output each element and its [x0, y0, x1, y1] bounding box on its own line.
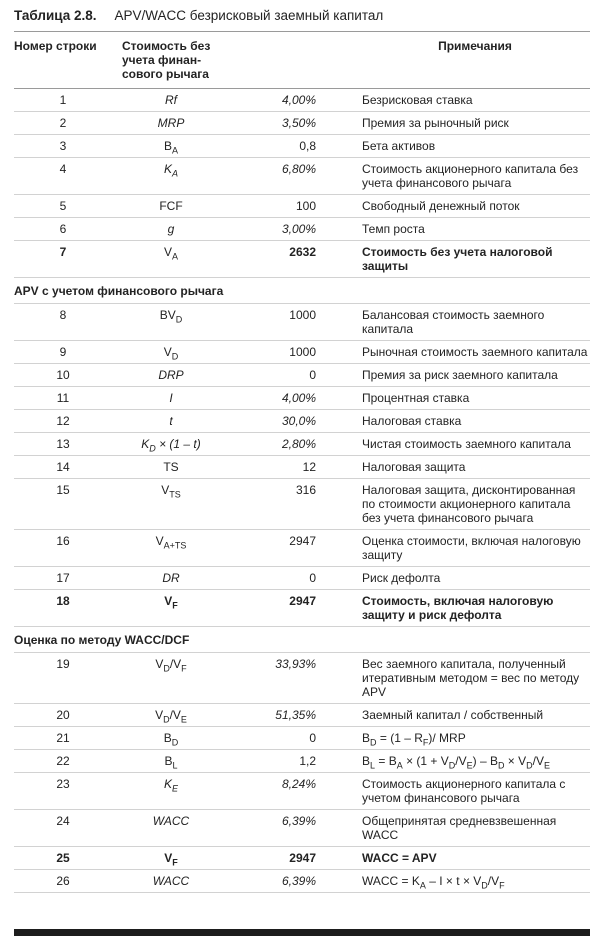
row-number-cell: 21 — [56, 731, 70, 745]
note-cell: $B_D = (1 - R_F)/$ MRP — [362, 731, 466, 748]
table-header — [14, 32, 590, 89]
symbol-cell: $B_L$ — [164, 754, 178, 771]
value-cell: 4,00% — [281, 391, 316, 405]
value-cell: 2947 — [289, 534, 316, 548]
row-number-cell: 7 — [59, 245, 67, 259]
note-cell: Безрисковая ставка — [362, 93, 473, 107]
row-number-cell: 15 — [56, 483, 70, 497]
section-header: Оценка по методу WACC/DCF — [14, 627, 590, 653]
table-row — [14, 410, 590, 433]
header-row-number: Номер строки — [14, 39, 97, 53]
row-number-cell: 14 — [56, 460, 70, 474]
table-caption — [14, 8, 590, 23]
symbol-cell: FCF — [159, 199, 183, 213]
table-row — [14, 304, 590, 341]
value-cell: 0 — [309, 731, 316, 745]
value-cell: 8,24% — [281, 777, 316, 791]
value-cell: 6,39% — [281, 814, 316, 828]
value-cell: 30,0% — [281, 414, 316, 428]
value-cell: 6,39% — [281, 874, 316, 888]
note-cell: Чистая стоимость заемного капитала — [362, 437, 571, 451]
row-number-cell: 5 — [59, 199, 67, 213]
note-cell: Налоговая защита, дисконтированная по стоимости акционерного капитала без учета финансового рычага — [362, 483, 576, 525]
row-number-cell: 16 — [56, 534, 70, 548]
value-cell: 0 — [309, 571, 316, 585]
page-bottom-rule — [14, 929, 590, 936]
note-cell: Заемный капитал / собственный — [362, 708, 544, 722]
note-cell: Стоимость акционерного капитала без учета финансового рычага — [362, 162, 579, 190]
row-number-cell: 12 — [56, 414, 70, 428]
table-row — [14, 590, 590, 627]
note-cell: Балансовая стоимость заемного капитала — [362, 308, 545, 336]
value-cell: 2947 — [289, 851, 316, 865]
table-row — [14, 773, 590, 810]
note-cell: Риск дефолта — [362, 571, 441, 585]
symbol-cell: MRP — [157, 116, 185, 130]
note-cell: Премия за рыночный риск — [362, 116, 509, 130]
note-cell: Стоимость, включая налоговую защиту и риск дефолта — [362, 594, 554, 622]
table-row — [14, 810, 590, 847]
row-number-cell: 17 — [56, 571, 70, 585]
value-cell: 0 — [309, 368, 316, 382]
table-row — [14, 567, 590, 590]
symbol-cell: $V_F$ — [164, 851, 178, 868]
value-cell: 2,80% — [281, 437, 316, 451]
value-cell: 2632 — [289, 245, 316, 259]
row-number-cell: 8 — [59, 308, 67, 322]
note-cell: WACC = APV — [362, 851, 437, 865]
symbol-cell: g — [167, 222, 175, 236]
symbol-cell: $V_D/V_F$ — [155, 657, 187, 674]
header-unlevered-value: Стоимость без учета финан- сового рычага — [122, 39, 211, 81]
row-number-cell: 2 — [59, 116, 67, 130]
symbol-cell: Rf — [165, 93, 177, 107]
table-row — [14, 479, 590, 530]
table-row — [14, 218, 590, 241]
table-row — [14, 530, 590, 567]
table-row — [14, 135, 590, 158]
note-cell: Стоимость без учета налоговой защиты — [362, 245, 553, 273]
row-number-cell: 13 — [56, 437, 70, 451]
row-number-cell: 18 — [56, 594, 70, 608]
table-row — [14, 89, 590, 112]
table-row — [14, 195, 590, 218]
row-number-cell: 1 — [59, 93, 67, 107]
note-cell: Налоговая защита — [362, 460, 466, 474]
symbol-cell: TS — [163, 460, 179, 474]
table-row — [14, 364, 590, 387]
note-cell: Вес заемного капитала, полученный итеративным методом = вес по методу APV — [362, 657, 580, 699]
symbol-cell: DRP — [158, 368, 184, 382]
row-number-cell: 26 — [56, 874, 70, 888]
data-table — [14, 31, 590, 893]
table-row — [14, 456, 590, 479]
row-number-cell: 3 — [59, 139, 67, 153]
row-number-cell: 22 — [56, 754, 70, 768]
row-number-cell: 9 — [59, 345, 67, 359]
symbol-cell: $V_{TS}$ — [161, 483, 181, 500]
value-cell: 33,93% — [275, 657, 316, 671]
symbol-cell: $K_A$ — [163, 162, 179, 179]
table-row — [14, 750, 590, 773]
note-cell: Налоговая ставка — [362, 414, 462, 428]
note-cell: Рыночная стоимость заемного капитала — [362, 345, 588, 359]
row-number-cell: 20 — [56, 708, 70, 722]
value-cell: 6,80% — [281, 162, 316, 176]
table-row — [14, 653, 590, 704]
table-row — [14, 341, 590, 364]
table-row — [14, 704, 590, 727]
note-cell: Премия за риск заемного капитала — [362, 368, 558, 382]
row-number-cell: 10 — [56, 368, 70, 382]
section-header: APV с учетом финансового рычага — [14, 278, 590, 304]
symbol-cell: $B_D$ — [163, 731, 179, 748]
row-number-cell: 19 — [56, 657, 70, 671]
row-number-cell: 11 — [56, 391, 70, 405]
value-cell: 0,8 — [299, 139, 316, 153]
value-cell: 1,2 — [299, 754, 316, 768]
symbol-cell: WACC — [152, 814, 190, 828]
table-row — [14, 241, 590, 278]
row-number-cell: 25 — [56, 851, 70, 865]
note-cell: Темп роста — [362, 222, 425, 236]
symbol-cell: $K_E$ — [163, 777, 179, 794]
table-number: Таблица 2.8. — [14, 8, 97, 23]
symbol-cell: $V_A$ — [163, 245, 179, 262]
value-cell: 2947 — [289, 594, 316, 608]
note-cell: Оценка стоимости, включая налоговую защиту — [362, 534, 581, 562]
symbol-cell: $V_F$ — [164, 594, 178, 611]
note-cell: Процентная ставка — [362, 391, 470, 405]
value-cell: 1000 — [289, 345, 316, 359]
row-number-cell: 4 — [59, 162, 67, 176]
symbol-cell: $BV_D$ — [159, 308, 183, 325]
note-cell: WACC = $K_A - I \times t \times V_D/V_F$ — [362, 874, 505, 891]
value-cell: 3,50% — [281, 116, 316, 130]
value-cell: 51,35% — [275, 708, 316, 722]
table-body — [14, 89, 590, 893]
table-row — [14, 433, 590, 456]
symbol-cell: $V_D$ — [163, 345, 179, 362]
symbol-cell: $K_D \times (1 - t)$ — [141, 437, 201, 454]
value-cell: 12 — [302, 460, 316, 474]
note-cell: Стоимость акционерного капитала с учетом финансового рычага — [362, 777, 566, 805]
note-cell: Бета активов — [362, 139, 436, 153]
table-row — [14, 870, 590, 893]
table-row — [14, 387, 590, 410]
table-title: APV/WACC безрисковый заемный капитал — [114, 8, 384, 23]
table-row — [14, 158, 590, 195]
symbol-cell: $V_D/V_E$ — [155, 708, 187, 725]
row-number-cell: 6 — [59, 222, 67, 236]
header-notes: Примечания — [438, 39, 512, 53]
symbol-cell: WACC — [152, 874, 190, 888]
value-cell: 316 — [295, 483, 316, 497]
row-number-cell: 24 — [56, 814, 70, 828]
symbol-cell: $B_A$ — [163, 139, 179, 156]
symbol-cell: $V_{A+TS}$ — [155, 534, 187, 551]
value-cell: 3,00% — [281, 222, 316, 236]
note-cell: Общепринятая средневзвешенная WACC — [362, 814, 557, 842]
row-number-cell: 23 — [56, 777, 70, 791]
note-cell: $B_L = B_A \times (1 + V_D/V_E) - B_D \times V_D/V_E$ — [362, 754, 551, 771]
symbol-cell: DR — [162, 571, 180, 585]
table-row — [14, 727, 590, 750]
value-cell: 1000 — [289, 308, 316, 322]
symbol-cell: t — [169, 414, 173, 428]
symbol-cell: I — [169, 391, 173, 405]
note-cell: Свободный денежный поток — [362, 199, 520, 213]
table-row — [14, 112, 590, 135]
value-cell: 4,00% — [281, 93, 316, 107]
table-row — [14, 847, 590, 870]
value-cell: 100 — [295, 199, 316, 213]
